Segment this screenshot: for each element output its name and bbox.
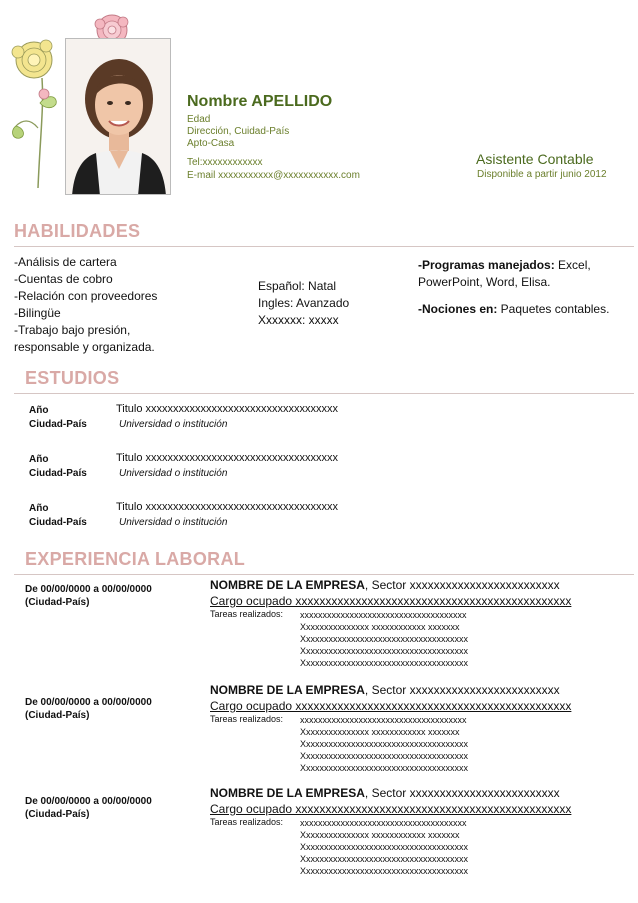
experience-company-line [210,786,560,800]
experience-place: (Ciudad-País) [25,710,90,721]
experience-role: Cargo ocupado xxxxxxxxxxxxxxxxxxxxxxxxxxxxxxxxxxxxxxxxxxxxxx [210,699,572,713]
experience-company-line [210,683,560,697]
study-degree: Titulo xxxxxxxxxxxxxxxxxxxxxxxxxxxxxxxxxxx [116,452,339,464]
task-line: xxxxxxxxxxxxxxxxxxxxxxxxxxxxxxxxxxxxx [300,610,467,620]
tasks-list [300,609,468,669]
address-text: Dirección, Cuidad-País [187,126,290,137]
experience-role: Cargo ocupado xxxxxxxxxxxxxxxxxxxxxxxxxxxxxxxxxxxxxxxxxxxxxx [210,802,572,816]
tasks-list [300,817,468,877]
experience-place: (Ciudad-País) [25,597,90,608]
experience-company-line [210,578,560,592]
apartment-text: Apto-Casa [187,138,235,149]
notions-value: Paquetes contables. [497,302,610,316]
company-name: NOMBRE DE LA EMPRESA [210,786,365,800]
company-sector: , Sector xxxxxxxxxxxxxxxxxxxxxxxxx [364,578,560,592]
language-item: Ingles: Avanzado [258,296,350,310]
task-line: Xxxxxxxxxxxxxxxxxxxxxxxxxxxxxxxxxxxxx [300,646,469,656]
experience-section-title: EXPERIENCIA LABORAL [25,549,246,569]
section-divider [14,393,634,394]
skill-item: -Cuentas de cobro [14,272,113,286]
study-place: Ciudad-País [29,517,87,528]
skill-item: -Análisis de cartera [14,255,117,269]
notions-line [418,301,633,318]
task-line: Xxxxxxxxxxxxxxx xxxxxxxxxxxx xxxxxxx [300,727,460,737]
company-name: NOMBRE DE LA EMPRESA [210,683,365,697]
skill-item: -Bilingüe [14,306,61,320]
experience-dates [25,583,152,609]
skill-item: -Trabajo bajo presión, [14,323,131,337]
task-line: Xxxxxxxxxxxxxxxxxxxxxxxxxxxxxxxxxxxxx [300,634,469,644]
company-name: NOMBRE DE LA EMPRESA [210,578,365,592]
task-line: Xxxxxxxxxxxxxxxxxxxxxxxxxxxxxxxxxxxxx [300,658,469,668]
experience-date-range: De 00/00/0000 a 00/00/0000 [25,584,152,595]
study-institution: Universidad o institución [119,419,228,430]
programs-label: -Programas manejados: [418,258,555,272]
language-extra-label: Xxxxxxx: [258,313,306,327]
languages-block [258,278,349,329]
age-text: Edad [187,114,211,125]
study-year: Año [29,454,49,465]
company-sector: , Sector xxxxxxxxxxxxxxxxxxxxxxxxx [364,683,560,697]
language-item [258,312,349,329]
task-line: xxxxxxxxxxxxxxxxxxxxxxxxxxxxxxxxxxxxx [300,715,467,725]
skills-list [14,254,157,356]
phone-text: Tel:xxxxxxxxxxxx [187,157,263,168]
programs-block [418,257,633,318]
programs-value: Excel, [554,258,591,272]
experience-date-range: De 00/00/0000 a 00/00/0000 [25,697,152,708]
tasks-label: Tareas realizados: [210,609,284,619]
study-institution: Universidad o institución [119,468,228,479]
job-title: Asistente Contable [476,151,594,167]
section-divider [14,246,634,247]
study-degree: Titulo xxxxxxxxxxxxxxxxxxxxxxxxxxxxxxxxxxx [116,403,339,415]
task-line: Xxxxxxxxxxxxxxxxxxxxxxxxxxxxxxxxxxxxx [300,854,469,864]
task-line: Xxxxxxxxxxxxxxx xxxxxxxxxxxx xxxxxxx [300,830,460,840]
tasks-label: Tareas realizados: [210,817,284,827]
task-line: Xxxxxxxxxxxxxxxxxxxxxxxxxxxxxxxxxxxxx [300,866,469,876]
study-place: Ciudad-País [29,419,87,430]
programs-line-2: PowerPoint, Word, Elisa. [418,275,551,289]
experience-role: Cargo ocupado xxxxxxxxxxxxxxxxxxxxxxxxxxxxxxxxxxxxxxxxxxxxxx [210,594,572,608]
task-line: Xxxxxxxxxxxxxxx xxxxxxxxxxxx xxxxxxx [300,622,460,632]
skills-section-title: HABILIDADES [14,221,141,241]
notions-label: -Nociones en: [418,302,498,316]
study-place: Ciudad-País [29,468,87,479]
study-year: Año [29,405,49,416]
study-year: Año [29,503,49,514]
programs-line [418,257,633,274]
language-item: Español: Natal [258,279,337,293]
availability-text: Disponible a partir junio 2012 [477,169,607,180]
email-text: E-mail xxxxxxxxxxx@xxxxxxxxxxx.com [187,170,360,181]
experience-place: (Ciudad-País) [25,809,90,820]
experience-dates [25,696,152,722]
task-line: xxxxxxxxxxxxxxxxxxxxxxxxxxxxxxxxxxxxx [300,818,467,828]
candidate-name: Nombre APELLIDO [187,93,333,110]
task-line: Xxxxxxxxxxxxxxxxxxxxxxxxxxxxxxxxxxxxx [300,739,469,749]
tasks-list [300,714,468,774]
task-line: Xxxxxxxxxxxxxxxxxxxxxxxxxxxxxxxxxxxxx [300,842,469,852]
skill-item: responsable y organizada. [14,340,155,354]
studies-section-title: ESTUDIOS [25,368,120,388]
task-line: Xxxxxxxxxxxxxxxxxxxxxxxxxxxxxxxxxxxxx [300,751,469,761]
section-divider [14,574,634,575]
experience-dates [25,795,152,821]
study-institution: Universidad o institución [119,517,228,528]
task-line: Xxxxxxxxxxxxxxxxxxxxxxxxxxxxxxxxxxxxx [300,763,469,773]
company-sector: , Sector xxxxxxxxxxxxxxxxxxxxxxxxx [364,786,560,800]
skill-item: -Relación con proveedores [14,289,158,303]
study-degree: Titulo xxxxxxxxxxxxxxxxxxxxxxxxxxxxxxxxxxx [116,501,339,513]
experience-date-range: De 00/00/0000 a 00/00/0000 [25,796,152,807]
profile-photo [65,38,171,195]
tasks-label: Tareas realizados: [210,714,284,724]
language-extra-value: xxxxx [305,313,339,327]
